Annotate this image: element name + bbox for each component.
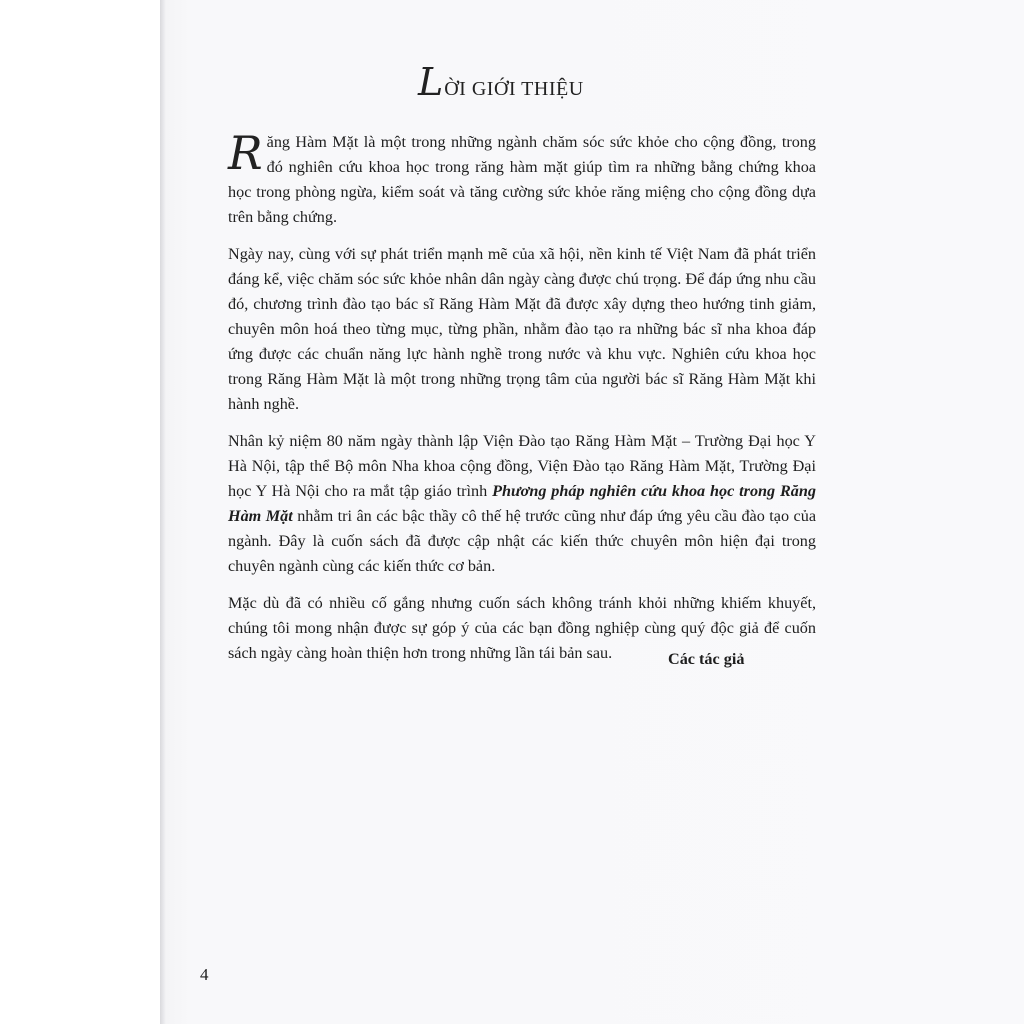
book-title: Phương pháp nghiên cứu khoa học trong Răng Hàm Mặt [228, 482, 816, 525]
paragraph-2: Ngày nay, cùng với sự phát triển mạnh mẽ của xã hội, nền kinh tế Việt Nam đã phát triển đáng kể, việc chăm sóc sức khỏe nhân dân ngày càng được chú trọng. Để đáp ứng nhu cầu đó, chương trình đào tạo bác sĩ Răng Hàm Mặt đã được xây dựng theo hướng tinh giảm, chuyên môn hoá theo từng mục, từng phần, nhằm đào tạo ra những bác sĩ nha khoa đáp ứng được các chuẩn năng lực hành nghề trong nước và khu vực. Nghiên cứu khoa học trong Răng Hàm Mặt là một trong những trọng tâm của người bác sĩ Răng Hàm Mặt khi hành nghề. [228, 245, 816, 413]
body-text [228, 126, 816, 678]
paragraph-1 [228, 126, 816, 230]
title-initial: L [418, 60, 444, 104]
paragraph-3-text-start: Nhân kỷ niệm 80 năm ngày thành lập Viện Đào tạo Răng Hàm Mặt – Trường Đại học Y Hà Nội, tập thể Bộ môn Nha khoa cộng đồng, Viện Đào tạo Răng Hàm Mặt, Trường Đại học Y Hà Nội cho ra mắt tập giáo trình [228, 432, 816, 500]
paragraph-3 [228, 429, 816, 579]
signature: Các tác giả [668, 650, 745, 668]
paragraph-1-text: ăng Hàm Mặt là một trong những ngành chăm sóc sức khỏe cho cộng đồng, trong đó nghiên cứu khoa học trong răng hàm mặt giúp tìm ra những bằng chứng khoa học trong phòng ngừa, kiểm soát và tăng cường sức khỏe răng miệng cho cộng đồng dựa trên bằng chứng. [228, 133, 816, 226]
page-title [418, 62, 584, 102]
paragraph-4: Mặc dù đã có nhiều cố gắng nhưng cuốn sách không tránh khỏi những khiếm khuyết, chúng tôi mong nhận được sự góp ý của các bạn đồng nghiệp cùng quý độc giả để cuốn sách ngày càng hoàn thiện hơn trong những lần tái bản sau. [228, 594, 816, 662]
page-number: 4 [200, 965, 209, 984]
title-text: ỜI GIỚI THIỆU [444, 78, 584, 100]
paragraph-3-text-end: nhằm tri ân các bậc thầy cô thế hệ trước cũng như đáp ứng yêu cầu đào tạo của ngành. Đây là cuốn sách đã được cập nhật các kiến thức chuyên môn hiện đại trong chuyên ngành cùng các kiến thức cơ bản. [228, 507, 816, 575]
drop-cap: R [228, 126, 263, 180]
